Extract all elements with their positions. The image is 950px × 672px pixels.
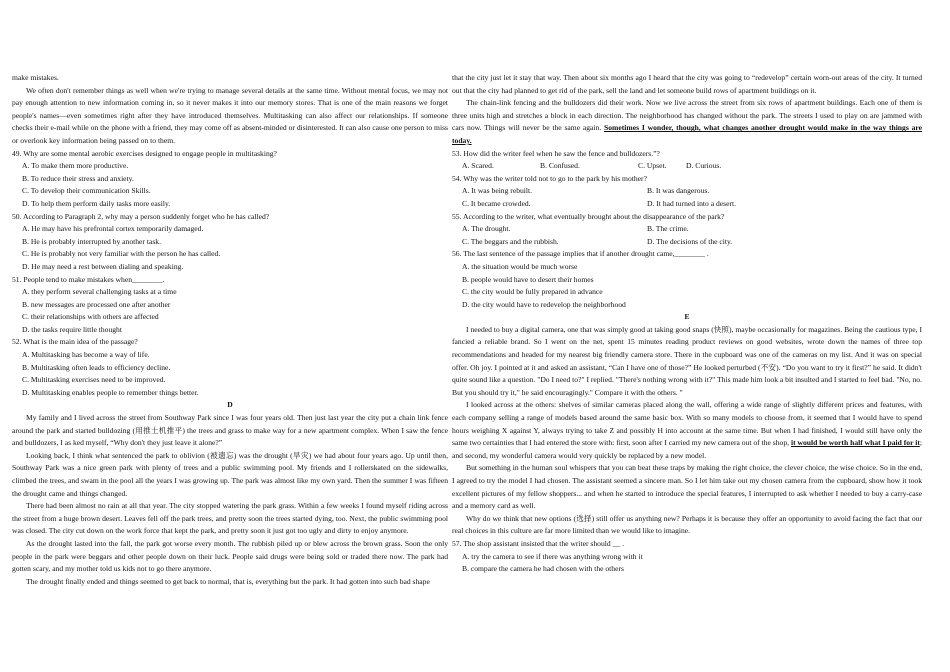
q51-option-b: B. new messages are processed one after another — [22, 299, 171, 309]
q54-option-d: D. It had turned into a desert. — [647, 198, 736, 208]
paragraph-2-text-b: ; and second, my wonderful camera would very quickly be replaced by a new model. — [452, 438, 922, 460]
intro-tail: make mistakes. — [12, 73, 59, 82]
q57-option-a: A. try the camera to see if there was anything wrong with it — [462, 551, 643, 561]
q54-options-row-1 — [452, 185, 922, 198]
q55-options-row-2 — [452, 236, 922, 249]
q51-option-a: A. they perform several challenging tasks at a time — [22, 287, 177, 297]
right-column — [452, 72, 922, 576]
question-49-stem: 49. Why are some mental aerobic exercises designed to engage people in multitasking? — [12, 148, 277, 158]
q56-option-d: D. the city would have to redevelop the neighborhood — [462, 299, 626, 309]
passage-d-paragraph-3: There had been almost no rain at all that year. The city stopped watering the park grass. Within a few weeks I found myself riding across the street from a huge brown desert. Leaves fell off the park trees, and pretty soon the trees started dying, too. Next, the public swimming pool was closed. The city cut down on the work force that kept the park, and pretty soon it just got too ugly and dirty to enjoy anymore. — [12, 501, 448, 536]
q52-option-b: B. Multitasking often leads to efficiency decline. — [22, 362, 171, 372]
passage-d-continued: that the city just let it stay that way. Then about six months ago I heard that the city was going to “redevelop” certain worn-out areas of the city. It turned out that the city had planned to get rid of the park, sell the land and let someone build rows of apartment buildings on it. — [452, 73, 922, 95]
passage-d-paragraph-2: Looking back, I think what sentenced the park to oblivion (被遗忘) was the drought (旱灾) we had about four years ago. Up until then, Southway Park was a nice green park with plenty of trees and a public swimming pool. My friends and I rollerskated on the sidewalks, climbed the trees, and swam in the pool all the years I was growing up. The park was almost like my own yard. Then the summer I was fifteen the drought came and things changed. — [12, 450, 448, 498]
q49-option-c: C. To develop their communication Skills. — [22, 186, 151, 196]
passage-d-paragraph-4: As the drought lasted into the fall, the park got worse every month. The rubbish piled up or blew across the brown grass. Soon the only people in the park were beggars and other people down on their luck. People said drugs were being sold or traded there now. The park had gotten scary, and my mother told us kids not to go there anymore. — [12, 538, 448, 574]
paragraph-2-underlined: it would be worth half what I paid for it — [790, 438, 920, 448]
q57-option-b: B. compare the camera he had chosen with the others — [462, 564, 624, 574]
question-56-stem: 56. The last sentence of the passage implies that if another drought came,________ . — [452, 249, 709, 259]
passage-d-paragraph-1: My family and I lived across the street from Southway Park since I was four years old. Then just last year the city put a chain link fence around the park and started bulldozing (用推土机推平) the trees and grass to make way for a new apartment complex. When I saw the fence and bulldozers, I as ked myself, “Why don't they just leave it alone?” — [12, 413, 448, 448]
q56-option-c: C. the city would be fully prepared in advance — [462, 287, 603, 297]
q49-option-a: A. To make them more productive. — [22, 161, 129, 171]
passage-e-paragraph-2 — [452, 399, 922, 462]
q53-option-b: B. Confused. — [540, 161, 580, 171]
q53-options — [452, 160, 922, 173]
q55-option-b: B. The crime. — [647, 224, 689, 234]
q54-option-c: C. It became crowded. — [462, 198, 531, 208]
q52-option-d: D. Multitasking enables people to remember things better. — [22, 387, 199, 397]
q53-option-a: A. Scared. — [462, 161, 494, 171]
q51-option-d: D. the tasks require little thought — [22, 324, 122, 334]
q52-option-a: A. Multitasking has become a way of life. — [22, 350, 150, 360]
left-column — [12, 72, 448, 588]
passage-e-paragraph-1: I needed to buy a digital camera, one that was simply good at taking good snaps (快照), maybe occasionally for magazines. Being the cautious type, I fancied a reliable brand. So I went on the net, spent 15 minutes reading product reviews on good websites, wrote down the names of three top recommendations and headed for my nearest big friendly camera store. There in the cupboard was one of the cameras on my list. And it was on special offer. Oh joy. I pointed at it and asked an assistant, “Can I have one of those?” He looked perturbed (不安). “Do you want to try it first?” he said. It didn't quite sound like a question. "Do I need to?" I replied. "There's nothing wrong with it?" This made him look a bit insulted and I started to feel bad. "No, no. But you should try it," he said encouragingly." Compare it with the others. " — [452, 324, 922, 397]
q54-options-row-2 — [452, 198, 922, 211]
q56-option-a: A. the situation would be much worse — [462, 261, 578, 271]
q55-option-c: C. The beggars and the rubbish. — [462, 236, 559, 246]
final-sentence-underlined: Sometimes I wonder, though, what changes another drought would make in the way things are today. — [452, 123, 922, 145]
q55-option-a: A. The drought. — [462, 224, 511, 234]
question-50-stem: 50. According to Paragraph 2, why may a person suddenly forget who he has called? — [12, 211, 270, 221]
passage-d-final-paragraph — [452, 97, 922, 147]
section-e-heading: E — [684, 312, 690, 322]
q49-option-d: D. To help them perform daily tasks more easily. — [22, 198, 171, 208]
final-paragraph-text: The chain-link fencing and the bulldozers did their work. Now we live across the street from six rows of apartment buildings. Each one of them is three units high and stretches a block in each direction. The neighborhood has changed without the park. The streets I used to play on are jammed with cars now. Things will never be the same again. — [452, 98, 922, 133]
q52-option-c: C. Multitasking exercises need to be improved. — [22, 375, 166, 385]
q56-option-b: B. people would have to desert their homes — [462, 274, 594, 284]
q54-option-b: B. It was dangerous. — [647, 186, 710, 196]
q54-option-a: A. It was being rebuilt. — [462, 186, 533, 196]
question-52-stem: 52. What is the main idea of the passage? — [12, 337, 138, 347]
q50-option-d: D. He may need a rest between dialing and speaking. — [22, 261, 184, 271]
paragraph-2-text-a: I looked across at the others: shelves of similar cameras placed along the wall, offering a wide range of slightly different prices and features, with each company selling a range of models based around the same basic box. With so many models to choose from, it seemed that I would have to spend hours weighing X against Y, always trying to take Z and possibly H into account at the same time. But when I had finished, I would still have only the same two certainties that I had entered the store with: first, soon after I carried my new camera out of the shop, — [452, 400, 922, 448]
q55-option-d: D. The decisions of the city. — [647, 236, 733, 246]
paragraph-focus: We often don't remember things as well when we're trying to manage several details at the same time. Without mental focus, we may not pay enough attention to new information coming in, so it never makes it into our memory stores. That is one of the main reasons we forget people's names—even sometimes right after they have introduced themselves. Multitasking can also affect our relationships. If someone checks their e-mail while on the phone with a friend, they may come off as absent-minded or disinterested. It can also cause one person to miss or overlook key information being passed on to them. — [12, 85, 448, 145]
q50-option-c: C. He is probably not very familiar with the person he has called. — [22, 249, 221, 259]
section-d-heading: D — [227, 400, 233, 410]
question-54-stem: 54. Why was the writer told not to go to the park by his mother? — [452, 173, 647, 183]
question-51-stem: 51. People tend to make mistakes when________. — [12, 274, 165, 284]
passage-e-paragraph-4: Why do we think that new options (选择) still offer us anything new? Perhaps it is because they offer an opportunity to avoid facing the fact that our real choices in this culture are far more limited than we would like to imagine. — [452, 513, 922, 536]
q53-option-d: D. Curious. — [686, 161, 722, 171]
question-53-stem: 53. How did the writer feel when he saw the fence and bulldozers.”? — [452, 148, 660, 158]
q53-option-c: C. Upset. — [638, 161, 667, 171]
q50-option-b: B. He is probably interrupted by another task. — [22, 236, 161, 246]
q49-option-b: B. To reduce their stress and anxiety. — [22, 173, 134, 183]
passage-d-paragraph-5: The drought finally ended and things seemed to get back to normal, that is, everything but the park. It had gotten into such bad shape — [26, 576, 430, 586]
q50-option-a: A. He may have his prefrontal cortex temporarily damaged. — [22, 224, 204, 234]
question-55-stem: 55. According to the writer, what eventually brought about the disappearance of the park? — [452, 211, 725, 221]
question-57-stem: 57. The shop assistant insisted that the writer should __ . — [452, 538, 624, 548]
q51-option-c: C. their relationships with others are affected — [22, 312, 159, 322]
passage-e-paragraph-3: But something in the human soul whispers that you can beat these traps by making the right choice, the clever choice, the wise choice. So in the end, I agreed to try the model I had chosen. The assistant seemed a sincere man. So I let him take out my chosen camera from the cupboard, show how it took excellent pictures of my fellow shoppers... and when he started to introduce the special features, I interrupted to ask whether I needed to buy a carry-case and a memory card as well. — [452, 463, 922, 511]
q55-options-row-1 — [452, 223, 922, 236]
